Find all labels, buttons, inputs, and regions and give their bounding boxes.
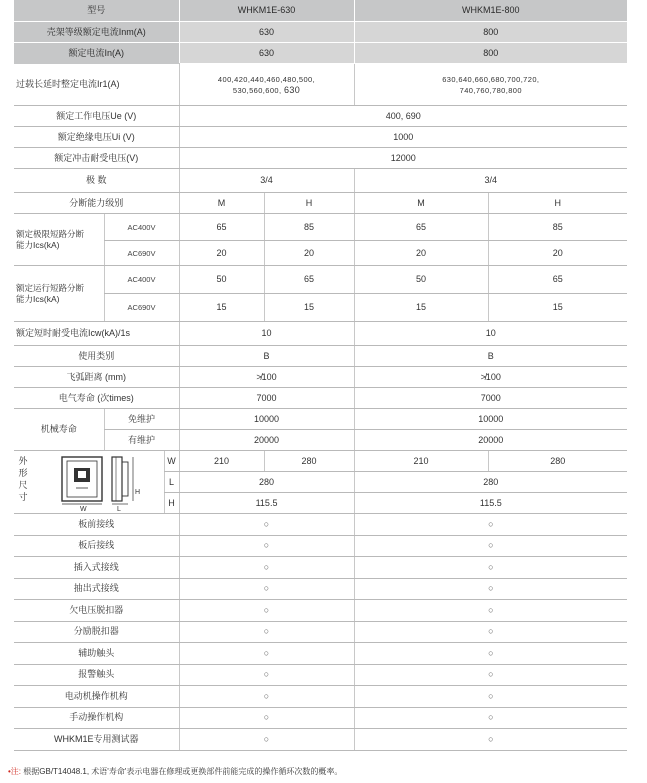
- accessory-row: [14, 600, 627, 622]
- overload-label: 过载长延时整定电流Ir1(A): [14, 64, 179, 106]
- row-dim-w: [14, 451, 627, 472]
- accessory-a: ○: [179, 643, 354, 665]
- arc-a: ≯100: [179, 367, 354, 388]
- model-a: WHKM1E-630: [179, 0, 354, 22]
- overload-a: [179, 64, 354, 106]
- arc-label: 飞弧距离 (mm): [14, 367, 179, 388]
- mech-maint-a: 20000: [179, 430, 354, 451]
- ics-label-line1: 额定运行短路分断: [16, 282, 85, 293]
- poles-label: 极 数: [14, 169, 179, 193]
- row-ui: [14, 127, 627, 148]
- elec-life-b: 7000: [354, 388, 627, 409]
- icu-ac690-4: 20: [488, 241, 627, 266]
- model-label: 型号: [14, 0, 179, 22]
- accessory-name: 欠电压脱扣器: [14, 600, 179, 622]
- dims-label-char-1: 外: [18, 456, 28, 466]
- icu-ac400-label: AC400V: [104, 214, 179, 241]
- accessory-a: ○: [179, 621, 354, 643]
- dim-h-label: H: [164, 493, 179, 514]
- mech-maint-label: 有维护: [104, 430, 179, 451]
- ics-ac400-label: AC400V: [104, 266, 179, 294]
- accessory-row: [14, 621, 627, 643]
- footnote: [8, 766, 342, 777]
- icu-ac400-4: 85: [488, 214, 627, 241]
- row-ue: [14, 106, 627, 127]
- overload-a-line1: 400,420,440,460,480,500,: [217, 74, 316, 84]
- icu-ac400-1: 65: [179, 214, 264, 241]
- mech-no-maint-a: 10000: [179, 409, 354, 430]
- drawing-w-label: W: [80, 506, 87, 512]
- ics-ac400-4: 65: [488, 266, 627, 294]
- ue-label: 额定工作电压Ue (V): [14, 106, 179, 127]
- overload-b-line2: 740,760,780,800: [459, 85, 522, 95]
- accessory-name: WHKM1E专用测试器: [14, 729, 179, 751]
- accessory-name: 插入式接线: [14, 557, 179, 579]
- footnote-text: 根据GB/T14048.1, 术语'寿命'表示电器在修理或更换部件前能完成的操作循环次数的概率。: [23, 767, 343, 776]
- mech-life-label: 机械寿命: [14, 409, 104, 451]
- accessory-b: ○: [354, 514, 627, 536]
- dims-cell: [14, 451, 164, 514]
- uimp-label: 额定冲击耐受电压(V): [14, 148, 179, 169]
- accessory-row: [14, 707, 627, 729]
- elec-life-a: 7000: [179, 388, 354, 409]
- row-rated-current: [14, 43, 627, 64]
- ics-ac400-2: 65: [264, 266, 354, 294]
- overload-b-line1: 630,640,660,680,700,720,: [442, 74, 540, 84]
- mech-no-maint-label: 免维护: [104, 409, 179, 430]
- accessory-name: 板前接线: [14, 514, 179, 536]
- icu-ac690-1: 20: [179, 241, 264, 266]
- accessory-row: [14, 514, 627, 536]
- accessory-name: 分励脱扣器: [14, 621, 179, 643]
- row-ics-ac690: [14, 294, 627, 322]
- row-model: [14, 0, 627, 22]
- row-elec-life: [14, 388, 627, 409]
- category-a: B: [179, 346, 354, 367]
- accessory-name: 抽出式接线: [14, 578, 179, 600]
- ics-ac690-1: 15: [179, 294, 264, 322]
- icu-label-line2: 能力Ics(kA): [16, 239, 60, 250]
- model-b: WHKM1E-800: [354, 0, 627, 22]
- accessory-a: ○: [179, 686, 354, 708]
- accessory-name: 手动操作机构: [14, 707, 179, 729]
- breaking-level-3: M: [354, 193, 488, 214]
- dim-l-b: 280: [354, 472, 627, 493]
- icu-ac690-2: 20: [264, 241, 354, 266]
- icw-b: 10: [354, 322, 627, 346]
- ui-value: 1000: [179, 127, 627, 148]
- dim-w-2: 280: [264, 451, 354, 472]
- icw-a: 10: [179, 322, 354, 346]
- accessory-row: [14, 729, 627, 751]
- overload-b: [354, 64, 627, 106]
- dim-w-label: W: [164, 451, 179, 472]
- accessory-a: ○: [179, 535, 354, 557]
- ics-label: [14, 266, 104, 322]
- ics-ac690-label: AC690V: [104, 294, 179, 322]
- dims-label-char-4: 寸: [18, 492, 28, 502]
- dim-h-b: 115.5: [354, 493, 627, 514]
- row-breaking-level: [14, 193, 627, 214]
- accessory-b: ○: [354, 643, 627, 665]
- icw-label: 额定短时耐受电流Icw(kA)/1s: [14, 322, 179, 346]
- icu-ac690-label: AC690V: [104, 241, 179, 266]
- accessory-b: ○: [354, 707, 627, 729]
- dim-l-a: 280: [179, 472, 354, 493]
- accessory-row: [14, 686, 627, 708]
- accessory-b: ○: [354, 600, 627, 622]
- spec-table: [14, 0, 627, 751]
- dim-h-a: 115.5: [179, 493, 354, 514]
- ics-ac690-4: 15: [488, 294, 627, 322]
- row-ics-ac400: [14, 266, 627, 294]
- drawing-l-label: L: [117, 506, 121, 512]
- accessory-a: ○: [179, 578, 354, 600]
- accessory-b: ○: [354, 557, 627, 579]
- poles-b: 3/4: [354, 169, 627, 193]
- breaker-drawing-icon: [40, 454, 152, 512]
- rated-current-label: 额定电流In(A): [14, 43, 179, 64]
- footnote-marker: •注:: [8, 767, 22, 776]
- frame-current-label: 壳架等级额定电流Inm(A): [14, 22, 179, 43]
- row-frame-current: [14, 22, 627, 43]
- frame-current-a: 630: [179, 22, 354, 43]
- breaking-level-4: H: [488, 193, 627, 214]
- row-category: [14, 346, 627, 367]
- rated-current-a: 630: [179, 43, 354, 64]
- category-label: 使用类别: [14, 346, 179, 367]
- row-mech-maint: [14, 430, 627, 451]
- ue-value: 400, 690: [179, 106, 627, 127]
- ics-label-line2: 能力Ics(kA): [16, 293, 60, 304]
- ics-ac400-1: 50: [179, 266, 264, 294]
- poles-a: 3/4: [179, 169, 354, 193]
- dims-label-char-3: 尺: [18, 480, 28, 490]
- accessory-a: ○: [179, 514, 354, 536]
- arc-b: ≯100: [354, 367, 627, 388]
- accessory-a: ○: [179, 664, 354, 686]
- icu-ac690-3: 20: [354, 241, 488, 266]
- mech-no-maint-b: 10000: [354, 409, 627, 430]
- accessory-row: [14, 643, 627, 665]
- accessory-row: [14, 664, 627, 686]
- icu-ac400-2: 85: [264, 214, 354, 241]
- icu-label-line1: 额定极限短路分断: [16, 228, 85, 239]
- row-icw: [14, 322, 627, 346]
- overload-a-line2b: 630: [283, 84, 301, 95]
- accessory-a: ○: [179, 707, 354, 729]
- frame-current-b: 800: [354, 22, 627, 43]
- icu-label: [14, 214, 104, 266]
- dim-w-1: 210: [179, 451, 264, 472]
- dims-label-char-2: 形: [18, 468, 28, 478]
- accessory-name: 辅助触头: [14, 643, 179, 665]
- accessory-b: ○: [354, 621, 627, 643]
- row-arc: [14, 367, 627, 388]
- accessory-name: 报警触头: [14, 664, 179, 686]
- spec-table-container: [14, 0, 627, 751]
- accessory-name: 电动机操作机构: [14, 686, 179, 708]
- drawing-h-label: H: [135, 489, 141, 496]
- accessory-a: ○: [179, 557, 354, 579]
- row-uimp: [14, 148, 627, 169]
- accessory-b: ○: [354, 578, 627, 600]
- row-icu-ac400: [14, 214, 627, 241]
- mech-maint-b: 20000: [354, 430, 627, 451]
- accessory-row: [14, 557, 627, 579]
- overload-a-line2-wrap: [182, 85, 352, 96]
- breaking-level-1: M: [179, 193, 264, 214]
- dim-w-3: 210: [354, 451, 488, 472]
- accessory-b: ○: [354, 686, 627, 708]
- accessory-name: 板后接线: [14, 535, 179, 557]
- category-b: B: [354, 346, 627, 367]
- elec-life-label: 电气寿命 (次times): [14, 388, 179, 409]
- ics-ac690-3: 15: [354, 294, 488, 322]
- accessory-b: ○: [354, 535, 627, 557]
- dims-label: [16, 455, 30, 503]
- breaking-level-2: H: [264, 193, 354, 214]
- accessory-a: ○: [179, 600, 354, 622]
- row-mech-no-maint: [14, 409, 627, 430]
- accessory-row: [14, 535, 627, 557]
- dim-l-label: L: [164, 472, 179, 493]
- breaking-label: 分断能力级别: [14, 193, 179, 214]
- ics-ac400-3: 50: [354, 266, 488, 294]
- accessory-a: ○: [179, 729, 354, 751]
- row-overload: [14, 64, 627, 106]
- accessory-b: ○: [354, 729, 627, 751]
- accessory-row: [14, 578, 627, 600]
- dims-box: [14, 452, 164, 512]
- ics-ac690-2: 15: [264, 294, 354, 322]
- ui-label: 额定绝缘电压Ui (V): [14, 127, 179, 148]
- overload-a-line2: 530,560,600,: [232, 85, 282, 95]
- rated-current-b: 800: [354, 43, 627, 64]
- dim-w-4: 280: [488, 451, 627, 472]
- accessory-b: ○: [354, 664, 627, 686]
- icu-ac400-3: 65: [354, 214, 488, 241]
- uimp-value: 12000: [179, 148, 627, 169]
- row-poles: [14, 169, 627, 193]
- row-icu-ac690: [14, 241, 627, 266]
